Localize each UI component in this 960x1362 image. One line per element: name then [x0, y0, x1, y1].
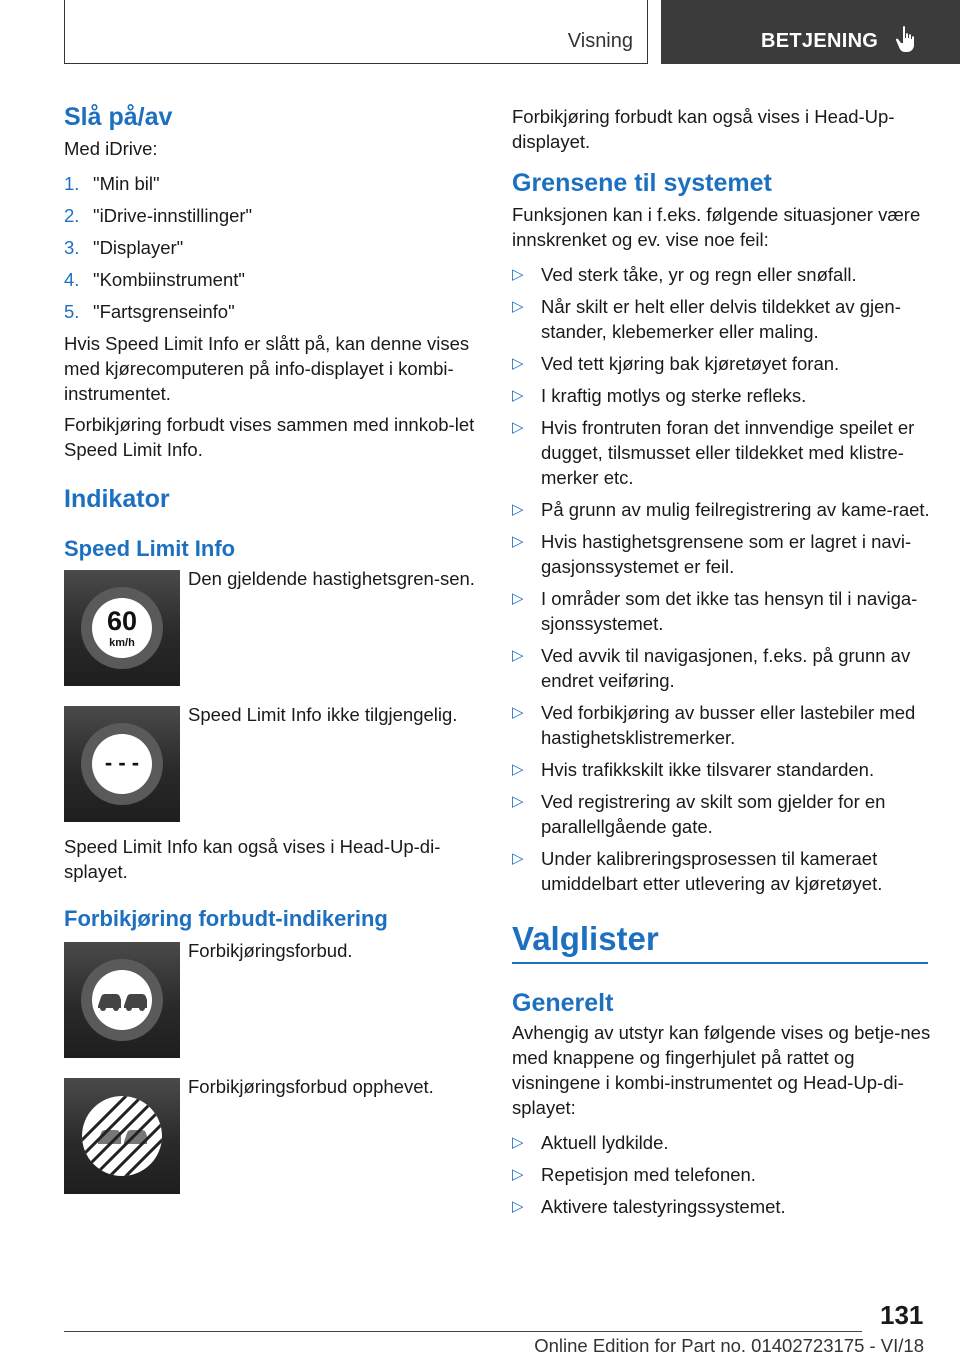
right-column	[512, 100, 932, 1226]
chapter-tab[interactable]	[661, 0, 960, 64]
list-item: ▷ I områder som det ikke tas hensyn til i naviga-sjonssystemet.	[512, 588, 918, 634]
steps-list	[64, 171, 482, 324]
bullet-triangle-icon: ▷	[512, 1197, 524, 1215]
paragraph: Speed Limit Info kan også vises i Head-Up-di-splayet.	[64, 836, 441, 882]
header-section-box	[64, 0, 648, 64]
list-item: ▷ Ved forbikjøring av busser eller lastebiler med hastighetsklistremerker.	[512, 702, 916, 748]
bullet-triangle-icon: ▷	[512, 387, 524, 404]
bullet-triangle-icon: ▷	[512, 533, 524, 550]
speed-limit-sign-image	[64, 570, 180, 686]
list-item: ▷ Hvis frontruten foran det innvendige speilet er dugget, tilsmusset eller tildekket med klistre-merker etc.	[512, 417, 915, 488]
limits-list	[512, 262, 932, 896]
hand-pointer-icon	[895, 25, 921, 53]
sign-row-unavailable	[64, 706, 482, 822]
bullet-triangle-icon: ▷	[512, 298, 524, 315]
end-of-no-overtaking-icon	[64, 1078, 180, 1194]
list-item: ▷ Ved registrering av skilt som gjelder for en parallellgående gate.	[512, 791, 886, 837]
bullet-triangle-icon: ▷	[512, 355, 524, 372]
section-label: Visning	[567, 30, 633, 52]
bullet-triangle-icon: ▷	[512, 1133, 524, 1151]
list-item: ▷ Ved sterk tåke, yr og regn eller snøfall.	[512, 264, 857, 285]
sign-row-speed-limit	[64, 570, 482, 686]
bullet-triangle-icon: ▷	[512, 704, 524, 721]
sign-row-overtaking-lifted	[64, 1078, 482, 1194]
paragraph: Forbikjøring forbudt vises sammen med innkob-let Speed Limit Info.	[64, 414, 475, 460]
sign-description: Forbikjøringsforbud opphevet.	[188, 1076, 434, 1097]
bullet-triangle-icon: ▷	[512, 501, 524, 518]
bullet-triangle-icon: ▷	[512, 850, 524, 867]
bullet-triangle-icon: ▷	[512, 419, 524, 436]
list-item: 5. "Fartsgrenseinfo"	[64, 301, 235, 322]
list-item: 1. "Min bil"	[64, 173, 160, 194]
paragraph: Hvis Speed Limit Info er slått på, kan denne vises med kjørecomputeren på info-displayet i kombi-instrumentet.	[64, 333, 470, 404]
left-column	[64, 100, 482, 1194]
bullet-triangle-icon: ▷	[512, 266, 524, 283]
bullet-triangle-icon: ▷	[512, 761, 524, 778]
sign-row-no-overtaking	[64, 942, 482, 1058]
list-item: ▷ På grunn av mulig feilregistrering av kame-raet.	[512, 499, 930, 520]
list-item: ▷ Hvis hastighetsgrensene som er lagret i navi-gasjonssystemet er feil.	[512, 531, 912, 577]
no-overtaking-icon	[64, 942, 180, 1058]
paragraph: Forbikjøring forbudt kan også vises i Head-Up-displayet.	[512, 106, 895, 152]
heading-on-off: Slå på/av	[64, 103, 173, 131]
heading-selection-lists: Valglister	[512, 920, 659, 957]
svg-text:km/h: km/h	[109, 637, 135, 649]
chapter-label: BETJENING	[761, 30, 879, 52]
footer-divider	[64, 1331, 862, 1332]
list-item: ▷ Aktivere talestyringssystemet.	[512, 1195, 786, 1217]
page-number: 131	[880, 1300, 924, 1330]
footer-edition: Online Edition for Part no. 01402723175 - VI/18	[534, 1335, 924, 1356]
heading-general: Generelt	[512, 988, 614, 1017]
list-item: ▷ Under kalibreringsprosessen til kameraet umiddelbart etter utlevering av kjøretøyet.	[512, 848, 883, 894]
sign-description: Forbikjøringsforbud.	[188, 940, 353, 961]
speed-limit-unavailable-icon	[64, 706, 180, 822]
general-list	[512, 1130, 932, 1219]
heading-overtake-indicator: Forbikjøring forbudt-indikering	[64, 906, 388, 931]
with-idrive-text: Med iDrive:	[64, 138, 158, 159]
list-item: ▷ Repetisjon med telefonen.	[512, 1163, 756, 1185]
bullet-triangle-icon: ▷	[512, 647, 524, 664]
heading-speed-limit-info: Speed Limit Info	[64, 536, 236, 561]
sign-description: Speed Limit Info ikke tilgjengelig.	[188, 704, 458, 725]
bullet-triangle-icon: ▷	[512, 590, 524, 607]
heading-rule	[512, 962, 928, 964]
paragraph: Avhengig av utstyr kan følgende vises og betje-nes med knappene og fingerhjulet på rattet og visningene i kombi-instrumentet og Head-Up-di-splayet:	[512, 1021, 931, 1118]
bullet-triangle-icon: ▷	[512, 1165, 524, 1183]
list-item: 2. "iDrive-innstillinger"	[64, 205, 253, 226]
list-item: ▷ I kraftig motlys og sterke refleks.	[512, 385, 807, 406]
sign-description: Den gjeldende hastighetsgren-sen.	[188, 568, 475, 589]
overtaking-lifted-sign-image	[64, 1078, 180, 1194]
svg-text:60: 60	[106, 606, 138, 636]
list-item: ▷ Hvis trafikkskilt ikke tilsvarer standarden.	[512, 759, 875, 780]
list-item: 4. "Kombiinstrument"	[64, 269, 245, 290]
speed-limit-unavailable-image	[64, 706, 180, 822]
speed-limit-60-icon	[64, 570, 180, 686]
list-item: ▷ Når skilt er helt eller delvis tildekket av gjen-stander, klebemerker eller maling.	[512, 296, 901, 342]
no-overtaking-sign-image	[64, 942, 180, 1058]
list-item: ▷ Aktuell lydkilde.	[512, 1131, 669, 1153]
paragraph: Funksjonen kan i f.eks. følgende situasjoner være innskrenket og ev. vise noe feil:	[512, 204, 921, 250]
heading-indicator: Indikator	[64, 485, 170, 513]
bullet-triangle-icon: ▷	[512, 793, 524, 810]
list-item: 3. "Displayer"	[64, 237, 184, 258]
heading-system-limits: Grensene til systemet	[512, 169, 772, 197]
list-item: ▷ Ved tett kjøring bak kjøretøyet foran.	[512, 353, 840, 374]
list-item: ▷ Ved avvik til navigasjonen, f.eks. på grunn av endret veiføring.	[512, 645, 911, 691]
svg-text:- - -: - - -	[104, 750, 140, 775]
